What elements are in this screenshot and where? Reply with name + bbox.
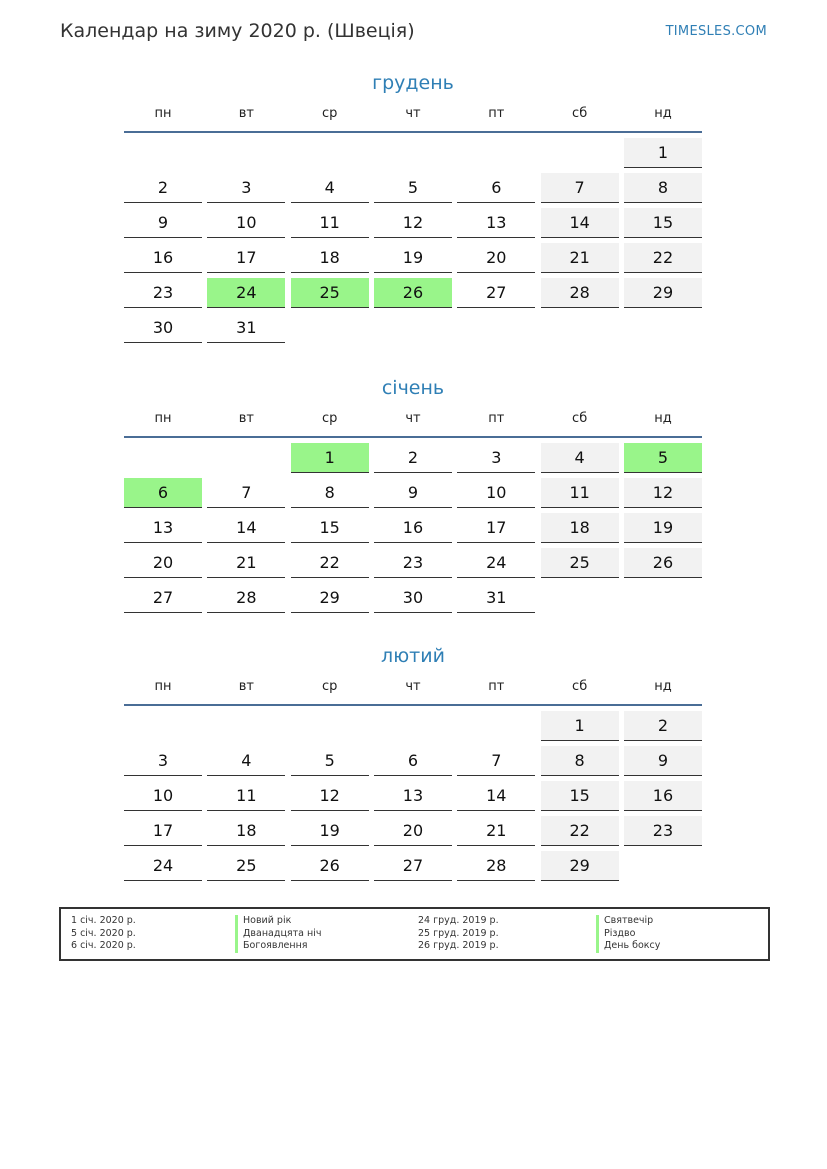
day-cell: 7 — [207, 478, 285, 508]
day-cell: 25 — [541, 548, 619, 578]
day-cell: 26 — [624, 548, 702, 578]
day-cell: 21 — [457, 816, 535, 846]
weekday-header — [124, 103, 702, 133]
day-cell: 10 — [457, 478, 535, 508]
day-cell: 6 — [374, 746, 452, 776]
day-cell: 1 — [541, 711, 619, 741]
day-cell: 14 — [457, 781, 535, 811]
day-cell: 22 — [624, 243, 702, 273]
holiday-legend — [59, 907, 770, 961]
day-cell: 6 — [124, 478, 202, 508]
day-cell: 5 — [374, 173, 452, 203]
weekday-label: ср — [321, 679, 338, 694]
day-cell: 21 — [207, 548, 285, 578]
legend-date: 24 груд. 2019 р. — [418, 915, 499, 926]
legend-holiday-name: Різдво — [596, 928, 660, 941]
weekday-label: нд — [654, 411, 672, 426]
month-february — [124, 641, 702, 881]
day-cell: 26 — [291, 851, 369, 881]
day-cell: 24 — [124, 851, 202, 881]
day-cell: 16 — [624, 781, 702, 811]
weekday-label: пн — [154, 679, 172, 694]
day-cell: 28 — [207, 583, 285, 613]
day-cell: 3 — [124, 746, 202, 776]
day-cell: 8 — [624, 173, 702, 203]
weekday-label: вт — [238, 411, 254, 426]
month-title: лютий — [381, 645, 445, 667]
weekday-label: пн — [154, 411, 172, 426]
site-link[interactable]: TIMESLES.COM — [665, 24, 767, 39]
day-cell: 24 — [207, 278, 285, 308]
day-cell: 17 — [124, 816, 202, 846]
legend-date: 5 січ. 2020 р. — [71, 927, 136, 939]
weekday-label: вт — [238, 106, 254, 121]
day-cell: 3 — [457, 443, 535, 473]
empty-cell — [291, 711, 369, 741]
day-cell: 30 — [374, 583, 452, 613]
day-cell: 15 — [624, 208, 702, 238]
empty-cell — [207, 138, 285, 168]
weekday-header — [124, 676, 702, 706]
weekday-label: пт — [488, 411, 505, 426]
day-cell: 13 — [374, 781, 452, 811]
day-cell: 29 — [541, 851, 619, 881]
day-cell: 25 — [291, 278, 369, 308]
empty-cell — [207, 443, 285, 473]
day-cell: 10 — [124, 781, 202, 811]
weekday-label: пт — [488, 679, 505, 694]
weekday-label: чт — [405, 679, 421, 694]
day-cell: 7 — [541, 173, 619, 203]
day-cell: 15 — [291, 513, 369, 543]
legend-date: 6 січ. 2020 р. — [71, 940, 136, 951]
day-cell: 5 — [624, 443, 702, 473]
weekday-label: вт — [238, 679, 254, 694]
weekday-label: пн — [154, 106, 172, 121]
legend-holiday-name: Новий рік — [235, 915, 321, 928]
month-december — [124, 68, 702, 343]
empty-cell — [207, 711, 285, 741]
empty-cell — [374, 138, 452, 168]
day-cell: 31 — [207, 313, 285, 343]
day-cell: 1 — [291, 443, 369, 473]
day-cell: 26 — [374, 278, 452, 308]
days-grid — [124, 443, 702, 613]
day-cell: 30 — [124, 313, 202, 343]
empty-cell — [124, 711, 202, 741]
day-cell: 12 — [624, 478, 702, 508]
weekday-label: пт — [488, 106, 505, 121]
weekday-label: ср — [321, 106, 338, 121]
legend-holiday-name: День боксу — [596, 940, 660, 953]
day-cell: 19 — [291, 816, 369, 846]
day-cell: 29 — [624, 278, 702, 308]
day-cell: 10 — [207, 208, 285, 238]
day-cell: 21 — [541, 243, 619, 273]
legend-holiday-name: Дванадцята ніч — [235, 928, 321, 941]
empty-cell — [457, 711, 535, 741]
day-cell: 6 — [457, 173, 535, 203]
day-cell: 5 — [291, 746, 369, 776]
day-cell: 19 — [624, 513, 702, 543]
day-cell: 16 — [374, 513, 452, 543]
legend-holiday-name: Святвечір — [596, 915, 660, 928]
month-title: січень — [381, 377, 445, 399]
day-cell: 29 — [291, 583, 369, 613]
day-cell: 20 — [124, 548, 202, 578]
legend-date: 26 груд. 2019 р. — [418, 940, 499, 951]
day-cell: 24 — [457, 548, 535, 578]
day-cell: 23 — [374, 548, 452, 578]
empty-cell — [124, 443, 202, 473]
month-january — [124, 373, 702, 613]
weekday-label: нд — [654, 106, 672, 121]
day-cell: 4 — [207, 746, 285, 776]
day-cell: 14 — [207, 513, 285, 543]
empty-cell — [541, 138, 619, 168]
day-cell: 12 — [291, 781, 369, 811]
day-cell: 11 — [541, 478, 619, 508]
day-cell: 1 — [624, 138, 702, 168]
day-cell: 17 — [207, 243, 285, 273]
day-cell: 16 — [124, 243, 202, 273]
weekday-label: чт — [405, 411, 421, 426]
weekday-label: нд — [654, 679, 672, 694]
day-cell: 2 — [624, 711, 702, 741]
day-cell: 4 — [291, 173, 369, 203]
day-cell: 9 — [124, 208, 202, 238]
month-title: грудень — [372, 72, 454, 94]
day-cell: 12 — [374, 208, 452, 238]
legend-date: 1 січ. 2020 р. — [71, 915, 136, 926]
day-cell: 2 — [124, 173, 202, 203]
empty-cell — [291, 138, 369, 168]
day-cell: 15 — [541, 781, 619, 811]
day-cell: 14 — [541, 208, 619, 238]
day-cell: 17 — [457, 513, 535, 543]
day-cell: 28 — [457, 851, 535, 881]
empty-cell — [124, 138, 202, 168]
day-cell: 18 — [291, 243, 369, 273]
day-cell: 4 — [541, 443, 619, 473]
day-cell: 13 — [457, 208, 535, 238]
day-cell: 22 — [291, 548, 369, 578]
days-grid — [124, 138, 702, 343]
day-cell: 27 — [457, 278, 535, 308]
day-cell: 8 — [541, 746, 619, 776]
day-cell: 31 — [457, 583, 535, 613]
weekday-label: ср — [321, 411, 338, 426]
legend-holiday-name: Богоявлення — [235, 940, 321, 953]
day-cell: 9 — [374, 478, 452, 508]
day-cell: 8 — [291, 478, 369, 508]
day-cell: 20 — [374, 816, 452, 846]
empty-cell — [457, 138, 535, 168]
weekday-header — [124, 408, 702, 438]
day-cell: 28 — [541, 278, 619, 308]
day-cell: 3 — [207, 173, 285, 203]
weekday-label: сб — [572, 411, 588, 426]
legend-date: 25 груд. 2019 р. — [418, 927, 499, 939]
day-cell: 25 — [207, 851, 285, 881]
weekday-label: сб — [572, 106, 588, 121]
day-cell: 2 — [374, 443, 452, 473]
day-cell: 9 — [624, 746, 702, 776]
day-cell: 23 — [124, 278, 202, 308]
day-cell: 19 — [374, 243, 452, 273]
page-title: Календар на зиму 2020 р. (Швеція) — [60, 20, 415, 42]
day-cell: 23 — [624, 816, 702, 846]
day-cell: 27 — [374, 851, 452, 881]
day-cell: 13 — [124, 513, 202, 543]
weekday-label: чт — [405, 106, 421, 121]
day-cell: 20 — [457, 243, 535, 273]
day-cell: 7 — [457, 746, 535, 776]
day-cell: 11 — [207, 781, 285, 811]
days-grid — [124, 711, 702, 881]
day-cell: 22 — [541, 816, 619, 846]
weekday-label: сб — [572, 679, 588, 694]
empty-cell — [374, 711, 452, 741]
day-cell: 18 — [541, 513, 619, 543]
day-cell: 11 — [291, 208, 369, 238]
day-cell: 27 — [124, 583, 202, 613]
day-cell: 18 — [207, 816, 285, 846]
